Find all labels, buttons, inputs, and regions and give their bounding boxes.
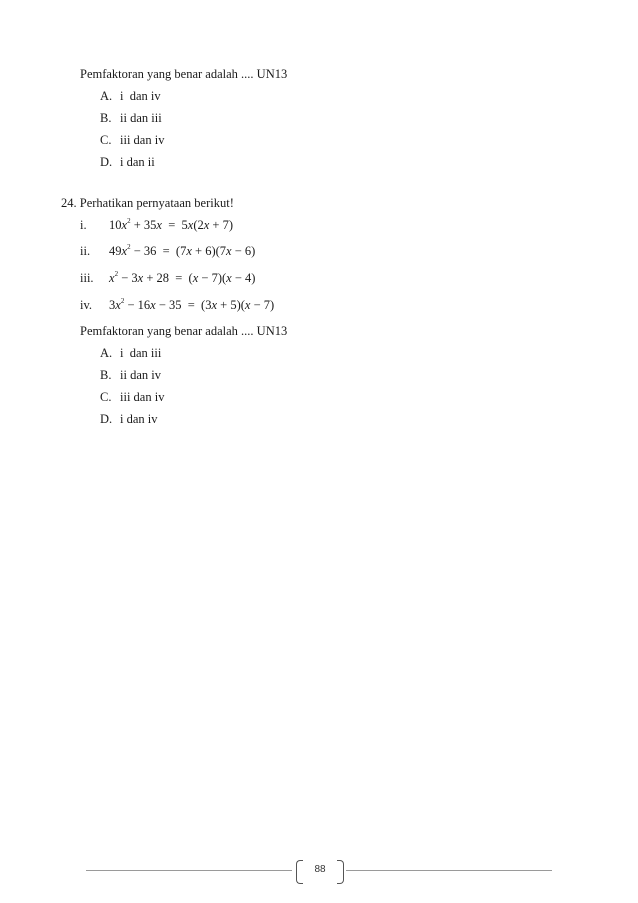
option-text: i dan iv bbox=[120, 412, 158, 426]
statement-formula: $x^2 - 3x + 28 = (x - 7)(x - 4)$ bbox=[109, 270, 256, 285]
option-d bbox=[100, 411, 158, 427]
option-letter: C. bbox=[100, 133, 112, 147]
statement-iv bbox=[80, 297, 274, 313]
option-text: i dan iii bbox=[120, 346, 162, 360]
option-c bbox=[100, 389, 164, 405]
statement-formula: $3x^2 - 16x - 35 = (3x + 5)(x - 7)$ bbox=[109, 297, 275, 312]
statement-ii bbox=[80, 243, 255, 259]
option-text: iii dan iv bbox=[120, 133, 165, 147]
footer-bracket-right bbox=[337, 860, 344, 884]
option-b bbox=[100, 367, 161, 383]
option-letter: B. bbox=[100, 368, 112, 382]
option-letter: C. bbox=[100, 390, 112, 404]
option-letter: D. bbox=[100, 412, 113, 426]
statement-label: i. bbox=[80, 218, 87, 232]
question-header bbox=[61, 195, 234, 211]
option-a bbox=[100, 345, 161, 361]
prev-option-a bbox=[100, 88, 161, 104]
footer-bracket-left bbox=[296, 860, 303, 884]
footer-rule-left bbox=[86, 870, 292, 871]
statement-iii bbox=[80, 270, 255, 286]
prev-option-d bbox=[100, 154, 155, 170]
option-text: ii dan iii bbox=[120, 111, 162, 125]
option-text: i dan ii bbox=[120, 155, 155, 169]
prev-question-prompt: Pemfaktoran yang benar adalah .... UN13 bbox=[80, 67, 288, 81]
option-text: i dan iv bbox=[120, 89, 161, 103]
statement-label: ii. bbox=[80, 244, 91, 258]
option-letter: D. bbox=[100, 155, 113, 169]
footer-rule-right bbox=[346, 870, 552, 871]
prev-option-b bbox=[100, 110, 162, 126]
statement-label: iii. bbox=[80, 271, 94, 285]
prev-option-c bbox=[100, 132, 164, 148]
question-number: 24. bbox=[61, 196, 77, 210]
option-letter: A. bbox=[100, 89, 113, 103]
statement-formula: $10x^2 + 35x = 5x(2x + 7)$ bbox=[109, 217, 234, 232]
statement-label: iv. bbox=[80, 298, 93, 312]
option-text: ii dan iv bbox=[120, 368, 161, 382]
page-number: 88 bbox=[314, 864, 326, 875]
option-letter: A. bbox=[100, 346, 113, 360]
question-intro: Perhatikan pernyataan berikut! bbox=[79, 196, 234, 210]
statement-formula: $49x^2 - 36 = (7x + 6)(7x - 6)$ bbox=[109, 243, 256, 258]
option-letter: B. bbox=[100, 111, 112, 125]
statement-i bbox=[80, 217, 233, 233]
question-prompt: Pemfaktoran yang benar adalah .... UN13 bbox=[80, 324, 288, 338]
option-text: iii dan iv bbox=[120, 390, 165, 404]
